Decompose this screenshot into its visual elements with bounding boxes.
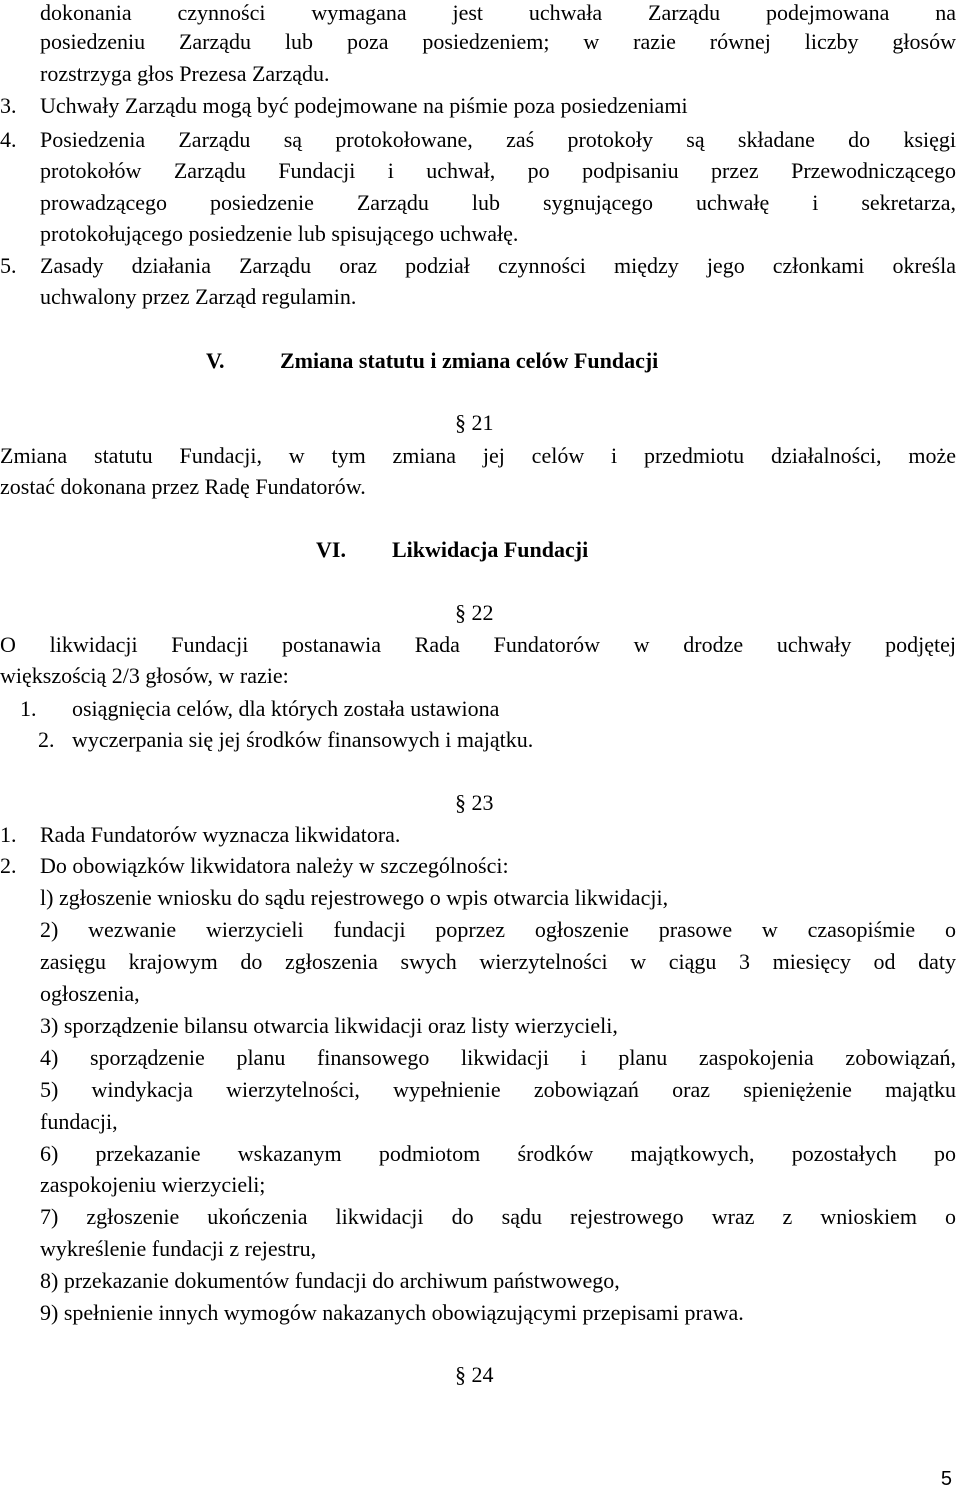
text-line: protokołującego posiedzenie lub spisującego uchwałę. bbox=[40, 221, 519, 246]
text-line: 4) sporządzenie planu finansowego likwidacji i planu zaspokojenia zobowiązań, bbox=[40, 1045, 956, 1070]
text-line: wykreślenie fundacji z rejestru, bbox=[40, 1236, 317, 1261]
text-line: ogłoszenia, bbox=[40, 981, 140, 1006]
paragraph-marker: § 24 bbox=[455, 1362, 494, 1387]
text-line: Uchwały Zarządu mogą być podejmowane na piśmie poza posiedzeniami bbox=[40, 93, 688, 118]
text-line: 5) windykacja wierzytelności, wypełnienie zobowiązań oraz spieniężenie majątku bbox=[40, 1077, 956, 1102]
text-line: wyczerpania się jej środków finansowych i majątku. bbox=[72, 727, 534, 752]
section-number: V. bbox=[206, 348, 225, 373]
list-number: 2. bbox=[38, 727, 55, 752]
text-line: O likwidacji Fundacji postanawia Rada Fundatorów w drodze uchwały podjętej bbox=[0, 632, 956, 657]
text-line: Rada Fundatorów wyznacza likwidatora. bbox=[40, 822, 401, 847]
list-number: 4. bbox=[0, 127, 17, 152]
text-line: l) zgłoszenie wniosku do sądu rejestrowego o wpis otwarcia likwidacji, bbox=[40, 885, 669, 910]
text-line: Posiedzenia Zarządu są protokołowane, zaś protokoły są składane do księgi bbox=[40, 127, 956, 152]
list-number: 1. bbox=[0, 822, 17, 847]
text-line: 9) spełnienie innych wymogów nakazanych obowiązującymi przepisami prawa. bbox=[40, 1300, 744, 1325]
text-line: uchwalony przez Zarząd regulamin. bbox=[40, 284, 357, 309]
text-line: 3) sporządzenie bilansu otwarcia likwidacji oraz listy wierzycieli, bbox=[40, 1013, 618, 1038]
page-number: 5 bbox=[940, 1468, 952, 1490]
list-number: 1. bbox=[20, 696, 37, 721]
text-line: zostać dokonana przez Radę Fundatorów. bbox=[0, 474, 366, 499]
list-number: 5. bbox=[0, 253, 17, 278]
text-line: prowadzącego posiedzenie Zarządu lub sygnującego uchwałę i sekretarza, bbox=[40, 190, 956, 215]
text-line: większością 2/3 głosów, w razie: bbox=[0, 663, 289, 688]
text-line: Do obowiązków likwidatora należy w szczególności: bbox=[40, 853, 509, 878]
text-line: posiedzeniu Zarządu lub poza posiedzeniem; w razie równej liczby głosów bbox=[40, 29, 956, 54]
text-line: Zasady działania Zarządu oraz podział czynności między jego członkami określa bbox=[40, 253, 956, 278]
text-line: 6) przekazanie wskazanym podmiotom środków majątkowych, pozostałych po bbox=[40, 1141, 956, 1166]
text-line: zasięgu krajowym do zgłoszenia swych wierzytelności w ciągu 3 miesięcy od daty bbox=[40, 949, 956, 974]
section-number: VI. bbox=[316, 537, 346, 562]
text-line: osiągnięcia celów, dla których została ustawiona bbox=[72, 696, 500, 721]
list-number: 3. bbox=[0, 93, 17, 118]
section-title: Likwidacja Fundacji bbox=[392, 537, 589, 562]
text-line: rozstrzyga głos Prezesa Zarządu. bbox=[40, 61, 330, 86]
text-line: 2) wezwanie wierzycieli fundacji poprzez ogłoszenie prasowe w czasopiśmie o bbox=[40, 917, 956, 942]
text-line: protokołów Zarządu Fundacji i uchwał, po podpisaniu przez Przewodniczącego bbox=[40, 158, 956, 183]
paragraph-marker: § 23 bbox=[455, 790, 494, 815]
paragraph-marker: § 21 bbox=[455, 410, 494, 435]
text-line: fundacji, bbox=[40, 1109, 118, 1134]
text-line: 7) zgłoszenie ukończenia likwidacji do sądu rejestrowego wraz z wnioskiem o bbox=[40, 1204, 956, 1229]
paragraph-marker: § 22 bbox=[455, 600, 494, 625]
list-number: 2. bbox=[0, 853, 17, 878]
text-line: zaspokojeniu wierzycieli; bbox=[40, 1172, 266, 1197]
section-title: Zmiana statutu i zmiana celów Fundacji bbox=[280, 348, 659, 373]
text-line: Zmiana statutu Fundacji, w tym zmiana jej celów i przedmiotu działalności, może bbox=[0, 443, 956, 468]
text-line: 8) przekazanie dokumentów fundacji do archiwum państwowego, bbox=[40, 1268, 620, 1293]
text-line: dokonania czynności wymagana jest uchwała Zarządu podejmowana na bbox=[40, 0, 956, 25]
